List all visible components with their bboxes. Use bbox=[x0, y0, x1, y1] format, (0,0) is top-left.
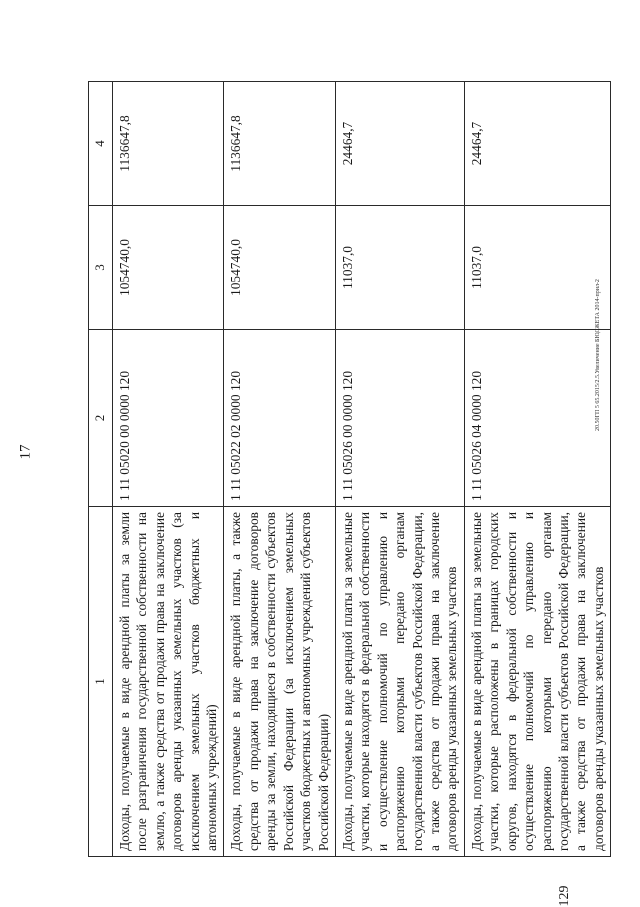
page-number: 17 bbox=[17, 444, 34, 460]
value-col3-cell: 11037,0 bbox=[335, 206, 464, 330]
value-col3-cell: 1054740,0 bbox=[112, 206, 224, 330]
document-footer-note: 20.50ГП 5 65.2015/2.5.Увеличение БЮДЖЕТА 2014-прил-2 bbox=[595, 279, 601, 431]
income-table bbox=[88, 81, 611, 857]
value-col4-cell: 1136647,8 bbox=[112, 82, 224, 206]
value-col4-cell: 24464,7 bbox=[464, 82, 610, 206]
income-name-cell: Доходы, получаемые в виде арендной платы за земельные участки, которые находятся в федеральной собственности и осуществление полномочий по управлению и распоряжению которыми передано органам государственной власти субъектов Российской Федерации, а также средства от продажи права на заключение договоров аренды указанных земельных участков bbox=[335, 507, 464, 857]
income-name-cell: Доходы, получаемые в виде арендной платы за земельные участки, которые расположены в границах городских округов, находятся в федеральной собственности и осуществление полномочий по управлению и распоряжению которыми передано органам государственной власти субъектов Российской Федерации, а также средства от продажи права на заключение договоров аренды указанных земельных участков bbox=[464, 507, 610, 857]
value-col4-cell: 24464,7 bbox=[335, 82, 464, 206]
value-col3-cell: 1054740,0 bbox=[224, 206, 336, 330]
column-header-1: 1 bbox=[89, 507, 113, 857]
budget-code-cell: 1 11 05020 00 0000 120 bbox=[112, 330, 224, 507]
income-name-cell: Доходы, получаемые в виде арендной платы, а также средства от продажи права на заключение договоров аренды за земли, находящиеся в собственности субъектов Российской Федерации (за исключением земельных участков бюджетных и автономных учреждений субъектов Российской Федерации) bbox=[224, 507, 336, 857]
budget-code-cell: 1 11 05022 02 0000 120 bbox=[224, 330, 336, 507]
column-header-3: 3 bbox=[89, 206, 113, 330]
budget-code-cell: 1 11 05026 00 0000 120 bbox=[335, 330, 464, 507]
value-col3-cell: 11037,0 bbox=[464, 206, 610, 330]
page-corner-number: 129 bbox=[557, 885, 572, 907]
table-row bbox=[335, 82, 464, 857]
table-row bbox=[464, 82, 610, 857]
value-col4-cell: 1136647,8 bbox=[224, 82, 336, 206]
income-name-cell: Доходы, получаемые в виде арендной платы за земли после разграничения государственной собственности на землю, а также средства от продажи права на заключение договоров аренды указанных земельных участков (за исключением земельных участков бюджетных и автономных учреждений) bbox=[112, 507, 224, 857]
column-header-2: 2 bbox=[89, 330, 113, 507]
budget-code-cell: 1 11 05026 04 0000 120 bbox=[464, 330, 610, 507]
table-row bbox=[224, 82, 336, 857]
table-header-row bbox=[89, 82, 113, 857]
table-row bbox=[112, 82, 224, 857]
column-header-4: 4 bbox=[89, 82, 113, 206]
